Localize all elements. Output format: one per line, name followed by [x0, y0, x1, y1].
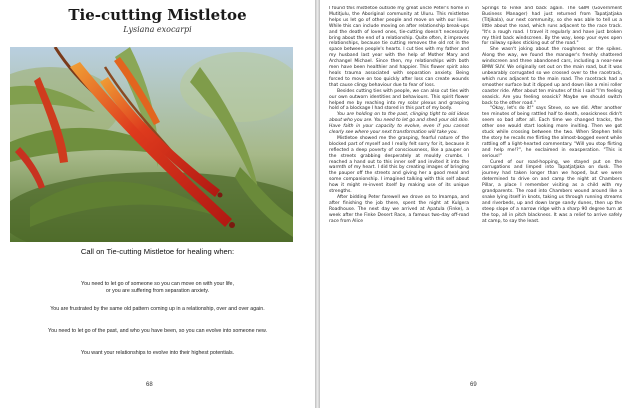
paragraph: Cured of our road-hopping, we stayed put on the corrugations and limped into Tapatjatjaka on dusk. The journey had taken longer than we hoped, but we were determined to drive on and camp the night at Chambers Pillar, a place I remember visiting as a child with my grandparents. The road into Chambers wound around like a snake lying itself in knots, taking us through running streams and riverbeds, up and down large sandy dunes, then up the steep slope of a narrow ridge with a sharp 90 degree turn at the top, all in pitch blackness. It was a relief to arrive safely at camp, to say the least. [482, 159, 622, 224]
healing-item-3: You need to let go of the past, and who you have been, so you can evolve into someone new. [48, 328, 267, 334]
paragraph: "Okay, let's do it!" says Steve, so we did. After another ten minutes of being rattled half to death, seasickness didn't seem so bad after all. Each time we changed tracks, the other one would start looking more inviting. Then we got stuck while crossing between the two. When Stephen tells the story he recalls me flirting the almost-bogged event while rattling off a light-hearted commentary. "Will you stop flirting and help me!?", he exclaimed in exasperation. "This is serious!" [482, 106, 622, 159]
healing-item-2: You are frustrated by the same old pattern coming up in a relationship, over and over again. [50, 306, 265, 312]
text-column-2 [482, 6, 622, 378]
mistletoe-photo [10, 47, 293, 242]
right-page [320, 0, 635, 408]
healing-item-4: You want your relationships to evolve into their highest potentials. [80, 350, 235, 356]
text-column-1 [329, 6, 469, 378]
paragraph: I found this mistletoe outside my great uncle Peter's home in Mutitjulu, the Aboriginal community at Uluru. This mistletoe helps us let go of other people and move on with our lives. While this can include moving on after relationship break-ups and the death of loved ones, tie-cutting doesn't necessarily bring about the end of a relationship. Quite often, it improves relationships, because tie cutting removes the old rot in the space between people's hearts. I cut ties with my father and my husband last year with the help of Mother Mary and Archangel Michael. Since then, my relationships with both men have been healthier and happier. This flower spirit also heals trauma associated with separation anxiety. Being forced to move on too quickly after loss can create wounds that cause clingy behaviour due to fear of loss. [329, 6, 469, 88]
paragraph: After bidding Peter farewell we drove on to Imampa, and after finishing the job there, spent the night at Kulgera Roadhouse. The next day we arrived at Apatula (Finke), a week after the Finke Desert Race, a famous two-day off-road race from Alice [329, 195, 469, 224]
paragraph: Springs to Finke and back again. The GBM (Government Business Manager) had just returned from Tapatjatjaka (Titjikala), our next community, so she was able to tell us a little about the road, which runs adjacent to the race track. "It's a rough road. I travel it regularly and have just broken my third back windscreen. By the way, keep your eyes open for railway spikes sticking out of the road." [482, 6, 622, 47]
botanical-name: Lysiana exocarpi [123, 25, 192, 34]
healing-item-1b: or you are suffering from separation anxiety. [105, 288, 210, 294]
healing-lead: Call on Tie-cutting Mistletoe for healing when: [80, 247, 235, 256]
healing-item-1a: You need to let go of someone so you can move on with your life, [81, 281, 234, 287]
paragraph: Besides cutting ties with people, we can also cut ties with our own outworn identities and behaviours. This spirit flower helped me by reaching into my solar plexus and grasping hold of a blockage I had stored in this part of my body. [329, 88, 469, 112]
paragraph: Mistletoe showed me the grasping, fearful nature of the blocked part of myself and I really felt sorry for it, because it reflected a deep poverty of consciousness, like a pauper on the streets grabbing desperately at mouldy crumbs. I reached a hand out to this inner self and invited it into the warmth of my heart. I did this by creating images of bringing the pauper off the streets and giving her a good meal and some companionship. I imagined talking with this self about how it might re-invent itself by making use of its unique strengths. [329, 135, 469, 195]
page-number: 68 [146, 382, 153, 388]
page-number: 69 [470, 382, 477, 388]
page-title: Tie-cutting Mistletoe [68, 6, 247, 24]
paragraph: She wasn't joking about the roughness or the spikes. Along the way, we found the manager's freshly shattered windscreen and three abandoned cars, including a near-new BMW SUV. We originally set out on the main road, but it was unbearably corrugated so we crossed over to the racetrack, which runs adjacent to the main road. The racetrack had a smoother surface but it dipped up and down like a mini roller coaster ride. After about ten minutes of this I said "I'm feeling seasick. Are you feeling seasick? Maybe we should switch back to the other road." [482, 47, 622, 106]
paragraph-italic: You are holding on to the past, clinging tight to old ideas about who you are. You need to let go and shed your old skin. Have faith in your capacity to evolve, even if you cannot clearly see where your next transformation will take you. [329, 112, 469, 136]
left-page [0, 0, 315, 408]
